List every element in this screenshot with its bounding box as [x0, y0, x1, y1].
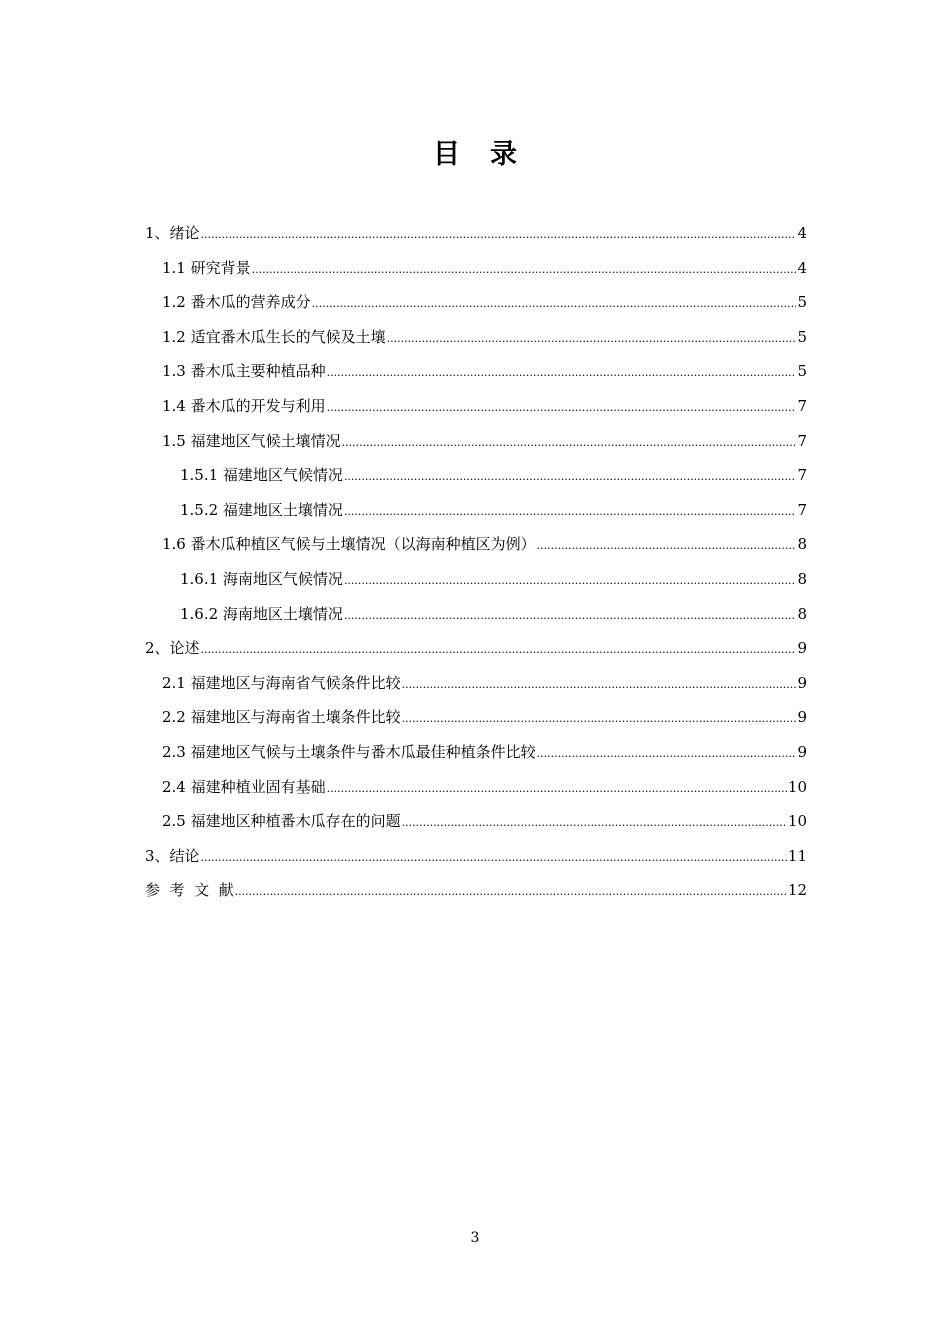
toc-leader-dots: [201, 841, 787, 876]
toc-entry[interactable]: [145, 631, 807, 666]
toc-leader-dots: [344, 599, 797, 634]
toc-entry-page: 4: [797, 258, 807, 277]
toc-title: [0, 132, 950, 171]
toc-entry-page: 9: [797, 673, 807, 692]
toc-entry-page: 7: [797, 466, 807, 485]
toc-leader-dots: [201, 218, 797, 253]
toc-entry-page: 10: [787, 812, 807, 831]
toc-entry-text: 1.3 番木瓜主要种植品种: [162, 362, 326, 381]
toc-entry[interactable]: [145, 873, 807, 908]
toc-entry-page: 7: [797, 500, 807, 519]
table-of-contents: [145, 216, 807, 908]
toc-entry-text: 1.6.2 海南地区土壤情况: [180, 604, 343, 623]
toc-entry-page: 5: [797, 362, 807, 381]
toc-leader-dots: [344, 495, 797, 530]
toc-entry[interactable]: [145, 354, 807, 389]
toc-entry-page: 7: [797, 396, 807, 415]
toc-entry-text: 1.6 番木瓜种植区气候与土壤情况（以海南种植区为例）: [162, 535, 536, 554]
toc-title-part2: 录: [490, 139, 517, 170]
toc-leader-dots: [327, 356, 797, 391]
toc-entry[interactable]: [145, 458, 807, 493]
toc-entry[interactable]: [145, 700, 807, 735]
toc-leader-dots: [387, 322, 797, 357]
toc-entry-text: 参 考 文 献: [145, 881, 234, 900]
toc-leader-dots: [402, 702, 797, 737]
toc-entry-text: 2.2 福建地区与海南省土壤条件比较: [162, 708, 401, 727]
toc-leader-dots: [312, 287, 797, 322]
toc-entry-page: 12: [787, 881, 807, 900]
toc-leader-dots: [327, 391, 797, 426]
toc-leader-dots: [252, 253, 797, 288]
toc-entry[interactable]: [145, 527, 807, 562]
toc-entry-text: 2.5 福建地区种植番木瓜存在的问题: [162, 812, 401, 831]
toc-entry-text: 2、论述: [145, 639, 200, 658]
toc-entry-text: 1.5.1 福建地区气候情况: [180, 466, 343, 485]
toc-entry[interactable]: [145, 389, 807, 424]
toc-entry-page: 8: [797, 569, 807, 588]
toc-entry-text: 1.5 福建地区气候土壤情况: [162, 431, 341, 450]
toc-leader-dots: [344, 564, 797, 599]
toc-entry-text: 1.5.2 福建地区土壤情况: [180, 500, 343, 519]
toc-entry-text: 1.6.1 海南地区气候情况: [180, 569, 343, 588]
toc-entry-page: 7: [797, 431, 807, 450]
toc-leader-dots: [537, 737, 797, 772]
toc-entry[interactable]: [145, 216, 807, 251]
toc-entry-page: 11: [787, 846, 807, 865]
toc-entry[interactable]: [145, 839, 807, 874]
toc-leader-dots: [342, 426, 797, 461]
toc-entry[interactable]: [145, 666, 807, 701]
toc-entry[interactable]: [145, 770, 807, 805]
page-number: 3: [470, 1230, 480, 1246]
toc-entry-page: 9: [797, 639, 807, 658]
toc-leader-dots: [402, 668, 797, 703]
toc-entry-page: 8: [797, 604, 807, 623]
toc-entry[interactable]: [145, 804, 807, 839]
toc-entry-text: 1.4 番木瓜的开发与利用: [162, 396, 326, 415]
toc-leader-dots: [201, 633, 797, 668]
toc-entry-text: 1.2 适宜番木瓜生长的气候及土壤: [162, 327, 386, 346]
toc-entry-text: 1.1 研究背景: [162, 258, 251, 277]
toc-entry-text: 2.1 福建地区与海南省气候条件比较: [162, 673, 401, 692]
toc-leader-dots: [344, 460, 797, 495]
toc-entry-text: 2.3 福建地区气候与土壤条件与番木瓜最佳种植条件比较: [162, 742, 536, 761]
toc-entry-page: 5: [797, 327, 807, 346]
toc-leader-dots: [327, 772, 787, 807]
toc-entry-page: 5: [797, 293, 807, 312]
toc-entry-page: 10: [787, 777, 807, 796]
toc-leader-dots: [402, 806, 787, 841]
toc-title-part1: 目: [433, 139, 460, 170]
toc-entry-text: 2.4 福建种植业固有基础: [162, 777, 326, 796]
toc-leader-dots: [235, 875, 787, 910]
toc-entry[interactable]: [145, 251, 807, 286]
toc-entry-text: 1、绪论: [145, 224, 200, 242]
toc-entry[interactable]: [145, 562, 807, 597]
toc-entry-page: 9: [797, 742, 807, 761]
toc-entry-page: 4: [797, 224, 807, 242]
toc-entry-page: 9: [797, 708, 807, 727]
toc-entry[interactable]: [145, 424, 807, 459]
toc-entry[interactable]: [145, 285, 807, 320]
toc-entry[interactable]: [145, 735, 807, 770]
toc-leader-dots: [537, 529, 797, 564]
toc-entry-page: 8: [797, 535, 807, 554]
toc-entry-text: 1.2 番木瓜的营养成分: [162, 293, 311, 312]
toc-entry[interactable]: [145, 320, 807, 355]
toc-entry-text: 3、结论: [145, 846, 200, 865]
toc-entry[interactable]: [145, 597, 807, 632]
toc-entry[interactable]: [145, 493, 807, 528]
